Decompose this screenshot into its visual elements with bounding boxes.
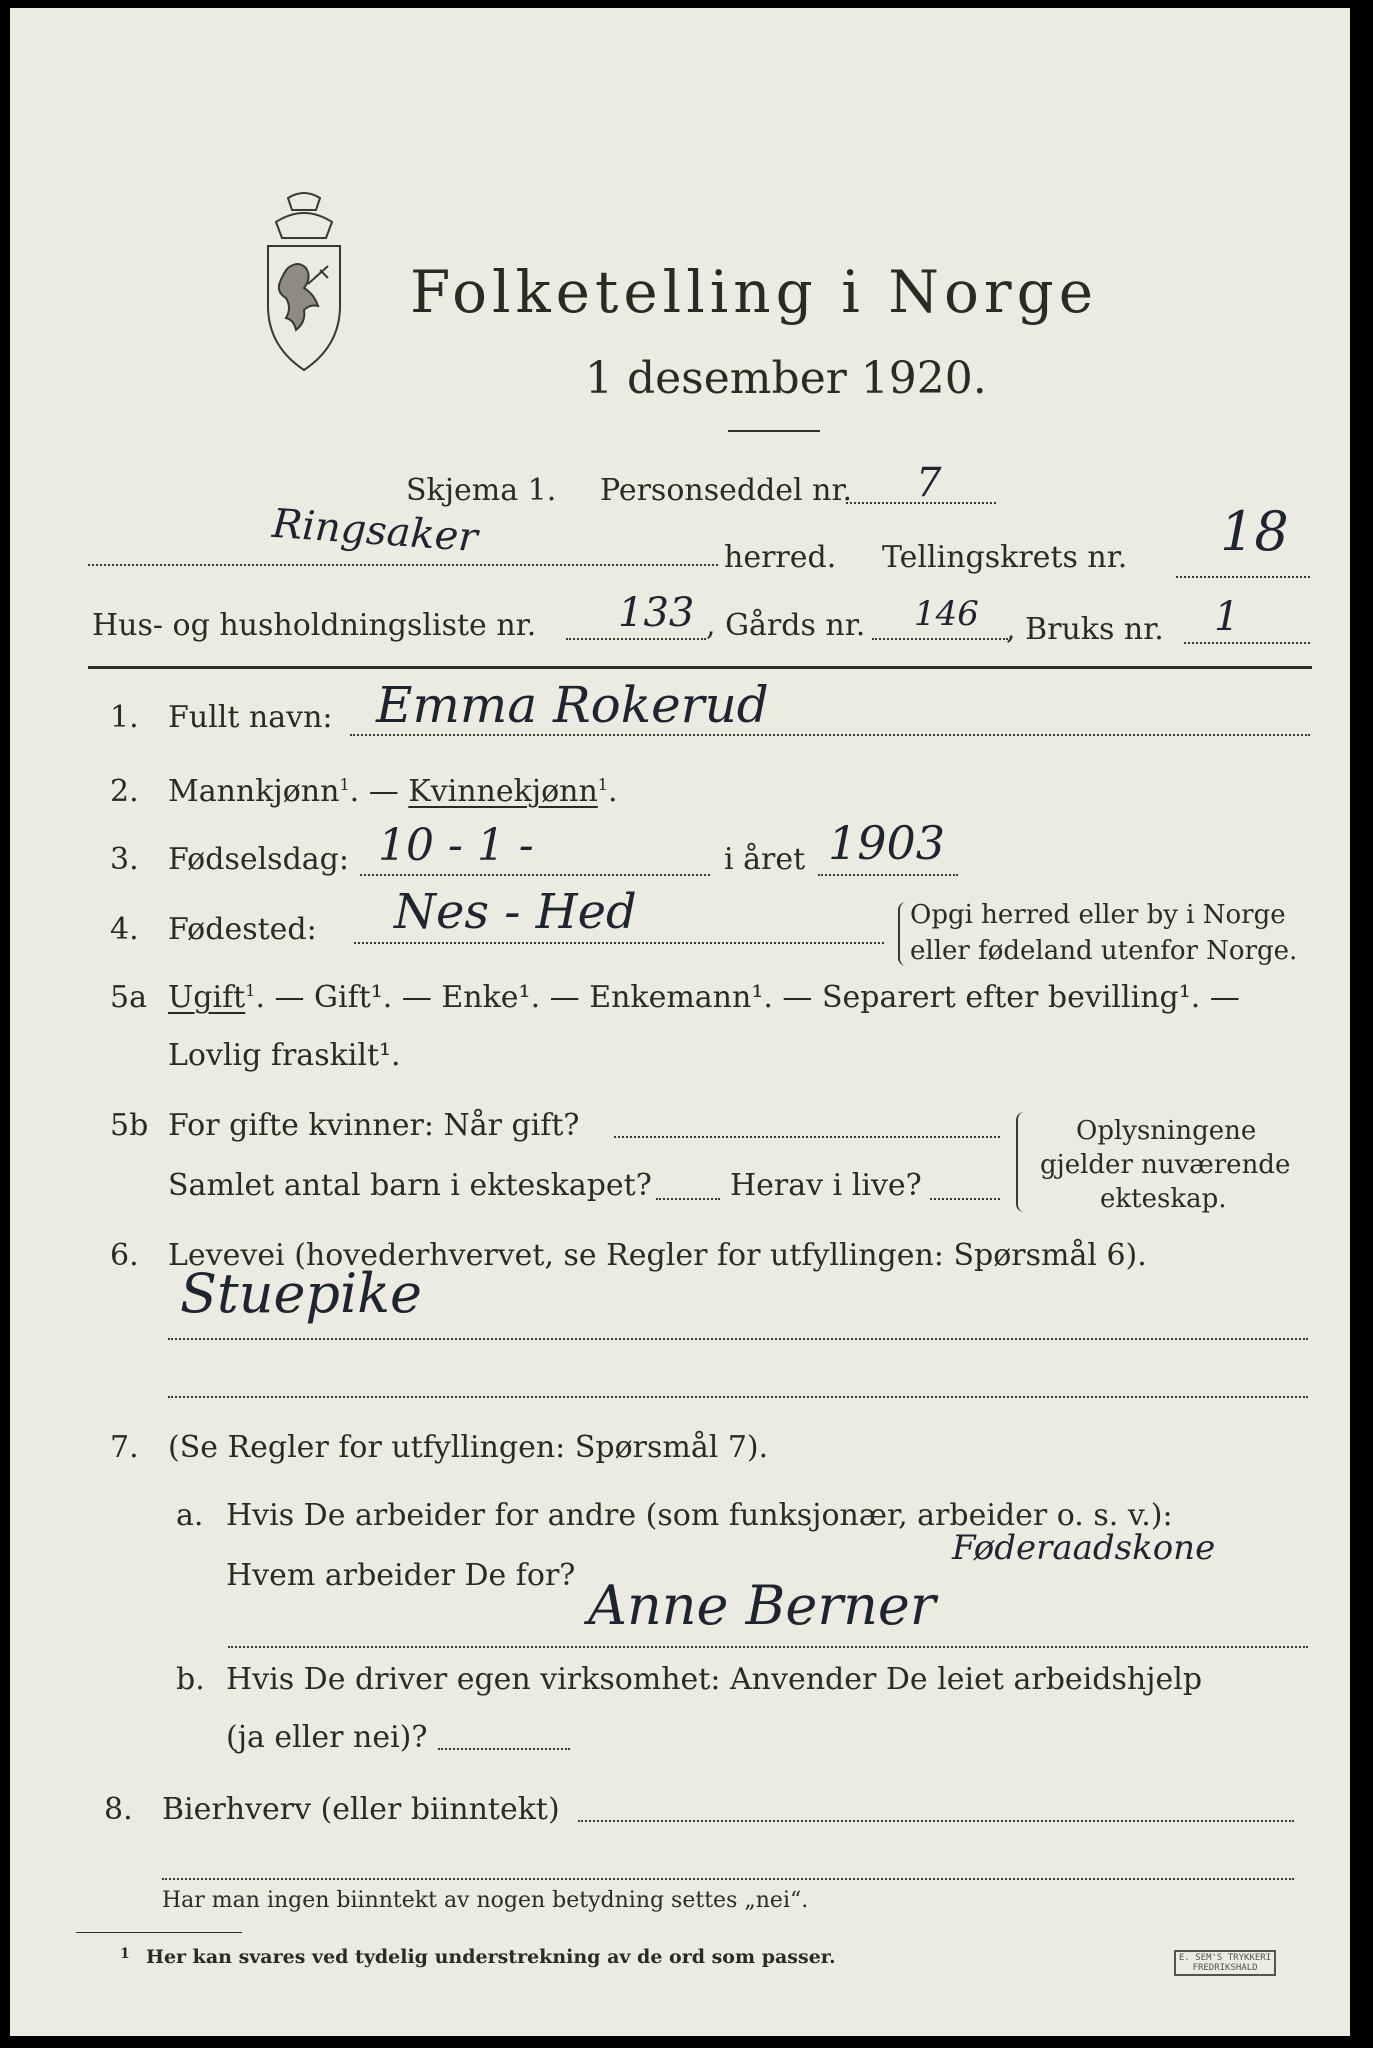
q2-separator: . — bbox=[349, 774, 399, 809]
q1-label: Fullt navn: bbox=[168, 700, 333, 735]
q8-field[interactable] bbox=[578, 1820, 1294, 1822]
footnote-mark: 1 bbox=[120, 1946, 130, 1962]
form-title: Folketelling i Norge bbox=[410, 258, 1099, 326]
q2-male-sup: 1 bbox=[339, 775, 350, 794]
q5b-note1: Oplysningene bbox=[1076, 1116, 1257, 1146]
q5a-ugift-sup: 1 bbox=[245, 981, 256, 1000]
q7a-line1: Hvis De arbeider for andre (som funksjonær, arbeider o. s. v.): bbox=[226, 1498, 1173, 1533]
title-divider bbox=[728, 430, 820, 432]
q2-end: . bbox=[607, 774, 618, 809]
hus-value: 133 bbox=[618, 590, 695, 636]
q6-occupation-field[interactable] bbox=[168, 1338, 1308, 1340]
hus-label: Hus- og husholdningsliste nr. bbox=[92, 608, 537, 643]
q5a-other-options[interactable]: . — Gift¹. — Enke¹. — Enkemann¹. — Separert efter bevilling¹. — bbox=[255, 980, 1240, 1015]
q4-note-line2: eller fødeland utenfor Norge. bbox=[910, 936, 1298, 966]
q5b-children-field[interactable] bbox=[656, 1198, 720, 1200]
footer-note: Har man ingen biinntekt av nogen betydning settes „nei“. bbox=[162, 1888, 809, 1913]
q4-label: Fødested: bbox=[168, 912, 317, 947]
q5a-options bbox=[168, 980, 1240, 1015]
q1-name-value: Emma Rokerud bbox=[376, 676, 769, 734]
printer-stamp-line1: E. SEM'S TRYKKERI bbox=[1179, 1953, 1272, 1963]
q7-label: (Se Regler for utfyllingen: Spørsmål 7). bbox=[168, 1430, 769, 1465]
q7-number: 7. bbox=[110, 1430, 139, 1465]
printer-stamp-line2: FREDRIKSHALD bbox=[1192, 1963, 1258, 1973]
bruks-value: 1 bbox=[1214, 594, 1240, 640]
q3-birthday-value: 10 - 1 - bbox=[378, 820, 534, 871]
q5a-ugift-option[interactable]: Ugift bbox=[168, 980, 246, 1015]
q7a-employer-note: Føderaadskone bbox=[952, 1528, 1216, 1568]
q1-name-field[interactable] bbox=[350, 734, 1310, 736]
q2-number: 2. bbox=[110, 774, 139, 809]
q8-label: Bierhverv (eller biinntekt) bbox=[162, 1792, 560, 1827]
q7b-answer-field[interactable] bbox=[438, 1748, 570, 1750]
q5b-alive-field[interactable] bbox=[930, 1198, 1000, 1200]
gards-value: 146 bbox=[914, 594, 979, 634]
q6-number: 6. bbox=[110, 1238, 139, 1273]
footnote-text: Her kan svares ved tydelig understrekning av de ord som passer. bbox=[146, 1946, 836, 1968]
q3-number: 3. bbox=[110, 842, 139, 877]
printer-stamp bbox=[1174, 1950, 1276, 1976]
tellingskrets-label: Tellingskrets nr. bbox=[882, 540, 1128, 575]
schema-label: Skjema 1. bbox=[406, 473, 557, 508]
q5b-line1: For gifte kvinner: Når gift? bbox=[168, 1108, 580, 1143]
q5b-children-label: Samlet antal barn i ekteskapet? bbox=[168, 1168, 652, 1203]
q7b-line2: (ja eller nei)? bbox=[226, 1720, 428, 1755]
q7b-number: b. bbox=[176, 1662, 205, 1697]
q8-field-2[interactable] bbox=[162, 1878, 1294, 1880]
footnote-rule bbox=[76, 1932, 242, 1933]
herred-label: herred. bbox=[724, 540, 837, 575]
coat-of-arms-icon bbox=[248, 188, 360, 378]
herred-field[interactable] bbox=[88, 564, 718, 566]
q3-year-value: 1903 bbox=[828, 816, 946, 870]
personseddel-value: 7 bbox=[916, 460, 942, 506]
personseddel-label: Personseddel nr. bbox=[600, 473, 853, 508]
tellingskrets-value: 18 bbox=[1220, 500, 1289, 563]
q4-number: 4. bbox=[110, 912, 139, 947]
q7a-number: a. bbox=[176, 1498, 204, 1533]
q4-birthplace-field[interactable] bbox=[354, 942, 884, 944]
q4-brace bbox=[898, 902, 906, 966]
gards-field[interactable] bbox=[872, 638, 1008, 640]
q5b-note3: ekteskap. bbox=[1100, 1184, 1227, 1214]
q2-male-option[interactable]: Mannkjønn bbox=[168, 774, 340, 809]
q5a-number: 5a bbox=[110, 980, 147, 1015]
q7a-employer-field[interactable] bbox=[228, 1646, 1308, 1648]
q3-year-field[interactable] bbox=[818, 874, 958, 876]
tellingskrets-field[interactable] bbox=[1176, 576, 1310, 578]
q5b-brace bbox=[1016, 1112, 1026, 1212]
q6-occupation-value: Stuepike bbox=[180, 1262, 422, 1325]
q3-year-label: i året bbox=[724, 842, 806, 877]
header-rule bbox=[88, 666, 1312, 669]
bruks-label: , Bruks nr. bbox=[1006, 612, 1164, 647]
bruks-field[interactable] bbox=[1184, 642, 1310, 644]
census-form-page bbox=[10, 8, 1350, 2036]
q6-occupation-field-2[interactable] bbox=[168, 1396, 1308, 1398]
q7a-line2: Hvem arbeider De for? bbox=[226, 1558, 576, 1593]
q5b-note2: gjelder nuværende bbox=[1040, 1150, 1291, 1180]
herred-value: Ringsaker bbox=[270, 500, 480, 562]
q6-label: Levevei (hovederhvervet, se Regler for utfyllingen: Spørsmål 6). bbox=[168, 1238, 1147, 1273]
q3-label: Fødselsdag: bbox=[168, 842, 349, 877]
q2-options bbox=[168, 774, 618, 809]
q3-birthday-field[interactable] bbox=[360, 874, 710, 876]
q5b-alive-label: Herav i live? bbox=[730, 1168, 922, 1203]
q4-note-line1: Opgi herred eller by i Norge bbox=[910, 900, 1286, 930]
q5a-fraskilt-option[interactable]: Lovlig fraskilt¹. bbox=[168, 1038, 401, 1073]
gards-label: , Gårds nr. bbox=[706, 608, 866, 643]
q2-female-sup: 1 bbox=[597, 775, 608, 794]
q5b-number: 5b bbox=[110, 1108, 149, 1143]
q7b-line1: Hvis De driver egen virksomhet: Anvender De leiet arbeidshjelp bbox=[226, 1662, 1203, 1697]
q4-birthplace-value: Nes - Hed bbox=[394, 884, 637, 940]
q5b-married-field[interactable] bbox=[614, 1136, 1000, 1138]
form-date: 1 desember 1920. bbox=[585, 353, 987, 404]
q7a-employer-value: Anne Berner bbox=[588, 1574, 936, 1637]
hus-field[interactable] bbox=[566, 638, 706, 640]
q2-female-option[interactable]: Kvinnekjønn bbox=[408, 774, 598, 809]
q8-number: 8. bbox=[104, 1792, 133, 1827]
q1-number: 1. bbox=[110, 700, 139, 735]
